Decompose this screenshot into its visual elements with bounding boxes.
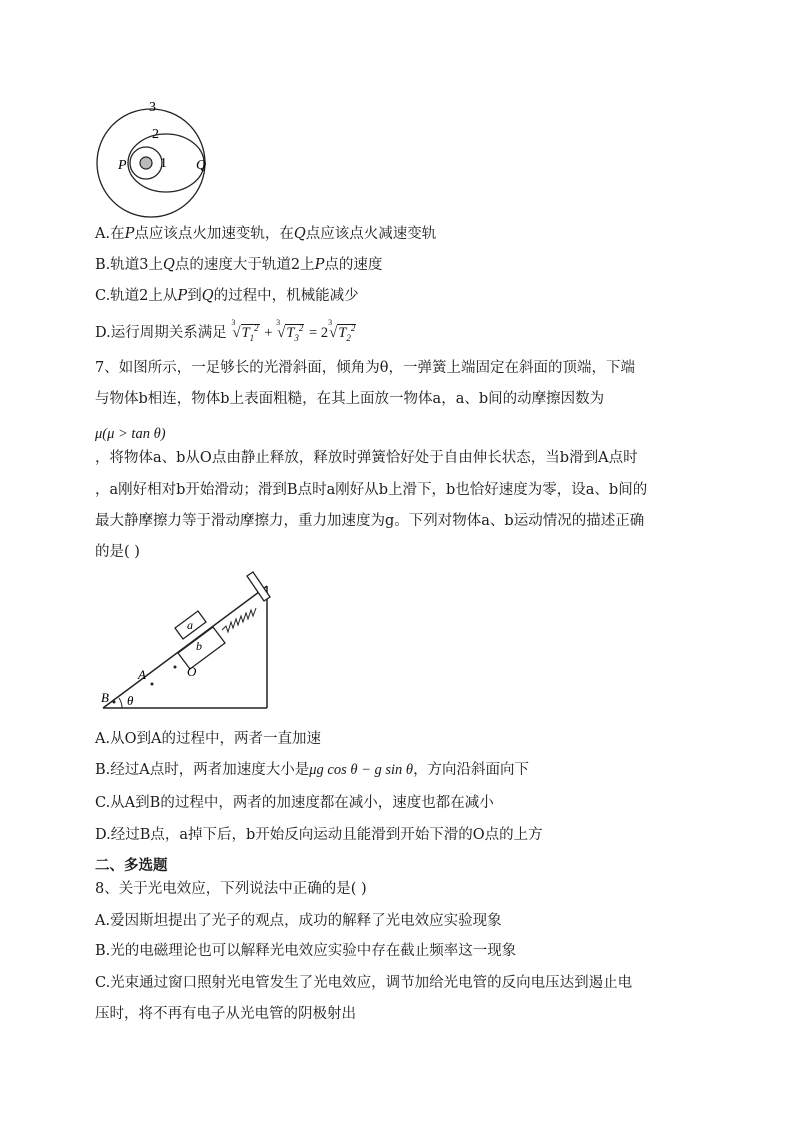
- q8-option-A: A.爱因斯坦提出了光子的观点，成功的解释了光电效应实验现象: [95, 913, 502, 929]
- q7-line-6: 最大静摩擦力等于滑动摩擦力，重力加速度为g。下列对物体a、b运动情况的描述正确: [95, 513, 645, 529]
- q6-option-D: D.运行周期关系满足 3 $√T_1^2$ + 3 $√T_3^2 = 2$ 3 $√T_2^2$: [95, 318, 356, 343]
- label-3: 3: [149, 100, 156, 115]
- q7-line-1: 7、如图所示，一足够长的光滑斜面，倾角为θ，一弹簧上端固定在斜面的顶端，下端: [95, 360, 635, 376]
- section-heading: 二、多选题: [95, 858, 168, 874]
- q7-option-A: A.从O到A的过程中，两者一直加速: [95, 731, 321, 747]
- q7-line-5: ，a刚好相对b开始滑动；滑到B点时a刚好从b上滑下，b也恰好速度为零，设a、b间的: [95, 482, 648, 498]
- spring: [222, 608, 256, 632]
- q8-option-B: B.光的电磁理论也可以解释光电效应实验中存在截止频率这一现象: [95, 943, 517, 959]
- label-1: 1: [160, 156, 167, 171]
- q7-option-D: D.经过B点，a掉下后，b开始反向运动且能滑到开始下滑的O点的上方: [95, 827, 543, 843]
- label-Q: Q: [196, 158, 207, 173]
- q7-line-7: 的是( ): [95, 544, 140, 560]
- q8-option-C-line-1: C.光束通过窗口照射光电管发生了光电效应，调节加给光电管的反向电压达到遏止电: [95, 975, 633, 991]
- q7-line-2: 与物体b相连，物体b上表面粗糙，在其上面放一物体a，a、b间的动摩擦因数为: [95, 391, 605, 407]
- q7-option-C: C.从A到B的过程中，两者的加速度都在减小，速度也都在减小: [95, 795, 494, 811]
- label-P: P: [118, 158, 127, 173]
- q7-option-B: B.经过A点时，两者加速度大小是μg cos θ − g sin θ，方向沿斜面向下: [95, 762, 530, 778]
- q8-option-C-line-2: 压时，将不再有电子从光电管的阴极射出: [95, 1006, 356, 1022]
- q6-option-A: A.在P点应该点火加速变轨，在Q点应该点火减速变轨: [95, 226, 437, 242]
- label-A: A: [138, 667, 146, 682]
- label-theta: θ: [127, 693, 134, 708]
- q7-line-3: μ(μ > tan θ): [95, 426, 166, 442]
- label-a: a: [187, 618, 193, 632]
- label-B: B: [101, 690, 109, 705]
- q8-stem: 8、关于光电效应，下列说法中正确的是( ): [95, 881, 367, 897]
- q6-option-C: C.轨道2上从P到Q的过程中，机械能减少: [95, 288, 359, 304]
- label-b: b: [196, 639, 202, 653]
- q6-option-B: B.轨道3上Q点的速度大于轨道2上P点的速度: [95, 257, 383, 273]
- period-formula: 3 $√T_1^2$ + 3 $√T_3^2 = 2$ 3 $√T_2^2$: [231, 318, 356, 343]
- label-O: O: [187, 664, 197, 679]
- q7-line-4: ，将物体a、b从O点由静止释放，释放时弹簧恰好处于自由伸长状态，当b滑到A点时: [95, 450, 638, 466]
- label-2: 2: [152, 127, 159, 142]
